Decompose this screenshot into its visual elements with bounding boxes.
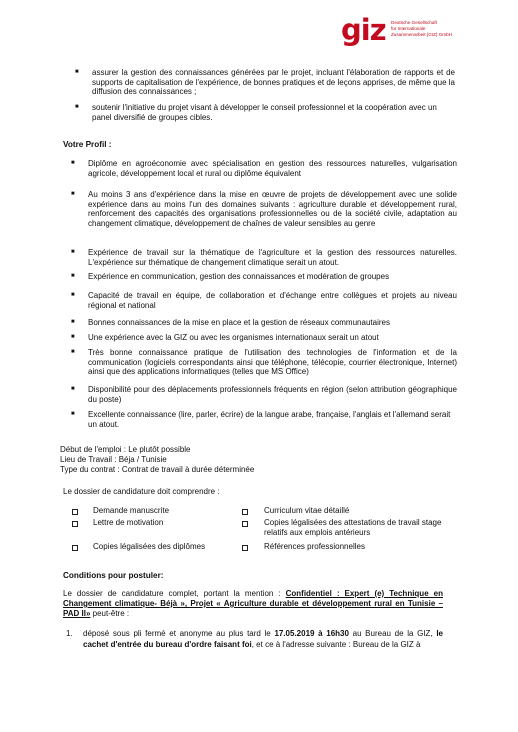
profile-item: ■ Bonnes connaissances de la mise en place et la gestion de réseaux communautaires	[71, 318, 390, 327]
bullet-square-icon: ■	[71, 386, 75, 392]
giz-logo-text	[391, 20, 503, 38]
giz-logo-line: für Internationale	[391, 26, 426, 31]
document-page: giz Deutsche Gesellschaft für Internationale Zusammenarbeit (GIZ) GmbH ■ assurer la gestion des connaissances générées par le projet, incluant l'élaboration de rapports et de supports de capitalisation de l'expérience, de bonnes pratiques et de leçons apprises, de même que la diffusion des connaissances ; ■ soutenir l'initiative du projet visant à développer le conseil professionnel et la coopération avec un panel diversifié de groupes cibles. Votre Profil : ■ Diplôme en agroéconomie avec spécialisation en gestion des ressources naturelles, vulgarisation agricole, développement local et rural ou diplôme équivalent ■ Au moins 3 ans d'expérience dans la mise en œuvre de projets de développement avec une solide expérience dans au moins l'un des domaines suivants : agriculture durable et développement rural, renforcement des capacités des organisations professionnelles ou de la société civile, adaptation au changement climatique, développement de chaînes de valeur sensibles au genre ■ Expérience de travail sur la thématique de l'agriculture et la gestion des ressources naturelles. L'expérience sur thématique de changement climatique serait un atout. ■ Expérience en communication, gestion des connaissances et modération de groupes ■ Capacité de travail en équipe, de collaboration et d'échange entre collègues et projets au niveau régional et national ■ Bonnes connaissances de la mise en place et la gestion de réseaux communautaires ■ Une expérience avec la GIZ ou avec les organismes internationaux serait un atout ■ Très bonne connaissance pratique de l'utilisation des technologies de l'information et de la communication (logiciels correspondants ainsi que téléphone, télécopie, courrier électronique, Internet) ainsi que des applications informatiques (telles que MS Office) ■ Disponibilité pour des déplacements professionnels fréquents en région (selon attribution géographique du poste) ■ Excellente connaissance (lire, parler, écrire) de la langue arabe, française, l'anglais et l'allemand serait un atout. Début de l'emploi : Le plutôt possible Lieu de Travail : Béja / Tunisie Type du contrat : Contrat de travail à durée déterminée Le dossier de candidature doit comprendre : Demande manuscrite Lettre de motivation Copies légalisées des diplômes Curriculum vitae détaillé Copies légalisées des attestations de travail stage relatifs aux emplois antérieurs Références professionnelles Conditions pour postuler: Le dossier de candidature complet, portant la mention : Confidentiel : Expert (e) Technique en Changement climatique- Béjà », Projet « Agriculture durable et développement rural en Tunisie – PAD II» peut-être : 1. déposé sous pli fermé et anonyme au plus tard le 17.05.2019 à 16h30 au Bureau de la GIZ, le cachet d'entrée du bureau d'ordre faisant foi, et ce à l'adresse suivante : Bureau de la GIZ à	[0, 0, 518, 732]
checkbox-icon	[242, 509, 248, 515]
bullet-square-icon: ■	[71, 273, 75, 279]
giz-logo-line: Deutsche Gesellschaft	[391, 20, 437, 25]
bullet-square-icon: ■	[71, 191, 75, 197]
bullet-square-icon: ■	[71, 411, 75, 417]
job-contract: Type du contrat : Contrat de travail à durée déterminée	[60, 465, 255, 474]
bullet-square-icon: ■	[71, 249, 75, 255]
checkbox-icon	[72, 509, 78, 515]
profile-item: ■ Une expérience avec la GIZ ou avec les organismes internationaux serait un atout	[71, 333, 379, 342]
profile-item: ■ Au moins 3 ans d'expérience dans la mise en œuvre de projets de développement avec une solide expérience dans au moins l'un des domaines suivants : agriculture durable et développement rural, renforcement des capacités des organisations professionnelles ou de la société civile, adaptation au changement climatique, développement de chaînes de valeur sensibles au genre	[71, 190, 457, 228]
bullet-square-icon: ■	[71, 349, 75, 355]
conditions-intro: Le dossier de candidature complet, portant la mention : Confidentiel : Expert (e) Technique en Changement climatique- Béjà », Projet « Agriculture durable et développement rural en Tunisie – PAD II» peut-être :	[63, 589, 444, 618]
bullet-square-icon: ■	[71, 319, 75, 325]
profile-heading: Votre Profil :	[63, 140, 112, 149]
job-location: Lieu de Travail : Béja / Tunisie	[60, 455, 167, 464]
profile-item: ■ Diplôme en agroéconomie avec spécialisation en gestion des ressources naturelles, vulgarisation agricole, développement local et rural ou diplôme équivalent	[71, 159, 457, 178]
task-item: ■ soutenir l'initiative du projet visant à développer le conseil professionnel et la coopération avec un panel diversifié de groupes cibles.	[75, 103, 437, 122]
profile-item: ■ Capacité de travail en équipe, de collaboration et d'échange entre collègues et projets au niveau régional et national	[71, 291, 457, 310]
bullet-square-icon: ■	[71, 160, 75, 166]
job-start: Début de l'emploi : Le plutôt possible	[60, 445, 191, 454]
bullet-square-icon: ■	[71, 334, 75, 340]
checkbox-icon	[242, 521, 248, 527]
profile-item: ■ Disponibilité pour des déplacements professionnels fréquents en région (selon attribution géographique du poste)	[71, 385, 457, 404]
profile-item: ■ Excellente connaissance (lire, parler, écrire) de la langue arabe, française, l'anglais et l'allemand serait un atout.	[71, 410, 451, 429]
dossier-intro: Le dossier de candidature doit comprendre :	[63, 487, 220, 496]
checkbox-icon	[72, 545, 78, 551]
giz-logo	[341, 13, 501, 50]
checkbox-icon	[242, 545, 248, 551]
giz-logo-line: Zusammenarbeit (GIZ) GmbH	[391, 32, 453, 37]
profile-item: ■ Expérience en communication, gestion des connaissances et modération de groupes	[71, 272, 390, 281]
giz-logo-mark: giz	[341, 13, 386, 47]
bullet-square-icon: ■	[75, 69, 79, 75]
checkbox-icon	[72, 521, 78, 527]
item-number: 1.	[66, 629, 73, 638]
task-item: ■ assurer la gestion des connaissances générées par le projet, incluant l'élaboration de rapports et de supports de capitalisation de l'expérience, de bonnes pratiques et de leçons apprises, de même que la diffusion des connaissances ;	[75, 68, 455, 97]
profile-item: ■ Très bonne connaissance pratique de l'utilisation des technologies de l'information et de la communication (logiciels correspondants ainsi que téléphone, télécopie, courrier électronique, Internet) ainsi que des applications informatiques (telles que MS Office)	[71, 348, 457, 377]
application-reference: Confidentiel : Expert (e) Technique en Changement climatique- Béjà », Projet « Agriculture durable et développement rural en Tunisie – PAD II»	[63, 589, 444, 618]
conditions-heading: Conditions pour postuler:	[63, 571, 164, 580]
job-info	[60, 445, 254, 475]
profile-item: ■ Expérience de travail sur la thématique de l'agriculture et la gestion des ressources naturelles. L'expérience sur thématique de changement climatique serait un atout.	[71, 248, 457, 267]
bullet-square-icon: ■	[75, 104, 79, 110]
bullet-square-icon: ■	[71, 292, 75, 298]
